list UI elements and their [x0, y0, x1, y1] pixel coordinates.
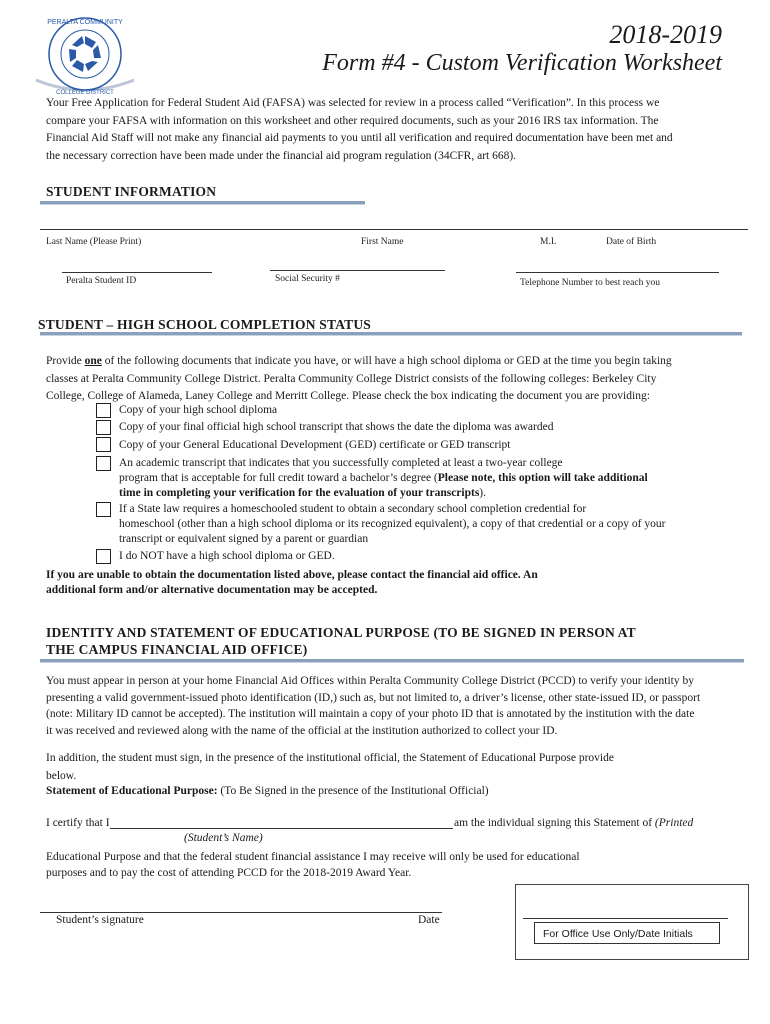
student-id-label: Peralta Student ID	[66, 276, 137, 286]
last-name-label: Last Name (Please Print)	[46, 237, 142, 247]
checkbox-no-diploma[interactable]	[96, 549, 111, 564]
certify-label: I certify that I	[46, 817, 110, 829]
intro-line: Financial Aid Staff will not make any financial aid payments to you until all verification and required documentation have been met and	[46, 132, 673, 145]
hs-status-heading: STUDENT – HIGH SCHOOL COMPLETION STATUS	[38, 317, 371, 332]
intro-line: Your Free Application for Federal Student Aid (FAFSA) was selected for review in a process called “Verification”. In this process we	[46, 97, 660, 109]
logo-text-bottom: COLLEGE DISTRICT	[56, 90, 114, 96]
statement-heading: Statement of Educational Purpose: (To Be Signed in the presence of the Institutional Official)	[46, 785, 489, 797]
option-homeschool: If a State law requires a homeschooled student to obtain a secondary school completion credential for homeschool (other than a high school diploma or its recognized equivalent), a copy of that credential or a copy of your transcript or equivalent signed by a parent or guardian	[119, 503, 666, 545]
hs-intro: Provide one of the following documents that indicate you have, or will have a high school diploma or GED at the time you begin taking classes at Peralta Community College District. Peralta Community College District consists of the following colleges: Berkeley City College, College of Alameda, Laney College and Merritt College. Please check the box indicating the document you are providing:	[46, 355, 672, 403]
checkbox-academic-transcript[interactable]	[96, 456, 111, 471]
option-hs-diploma: Copy of your high school diploma	[119, 404, 278, 416]
section-bar	[40, 659, 744, 662]
ssn-line[interactable]	[270, 270, 445, 271]
identity-paragraph: You must appear in person at your home Financial Aid Offices within Peralta Community College District (PCCD) to verify your identity by presenting a valid government-issued photo identification (ID,) such as, but not limited to, a driver’s license, other state-issued ID, or passport (note: Military ID cannot be accepted). The institution will maintain a copy of your photo ID that is annotated by the institution with the date it was received and reviewed along with the name of the official at the institution authorized to collect your ID.	[46, 675, 701, 737]
date-label: Date	[418, 914, 440, 926]
checkbox-ged[interactable]	[96, 437, 111, 452]
intro-paragraph	[46, 95, 736, 165]
student-info-heading: STUDENT INFORMATION	[46, 184, 217, 199]
certify-text: am the individual signing this Statement of (Printed	[454, 817, 694, 829]
purpose-paragraph: Educational Purpose and that the federal student financial assistance I may receive will only be used for educational purposes and to pay the cost of attending PCCD for the 2018-2019 Award Year.	[46, 851, 580, 879]
option-hs-transcript: Copy of your final official high school transcript that shows the date the diploma was awarded	[119, 421, 554, 433]
checkbox-hs-transcript[interactable]	[96, 420, 111, 435]
identity-heading: IDENTITY AND STATEMENT OF EDUCATIONAL PURPOSE (TO BE SIGNED IN PERSON AT THE CAMPUS FINANCIAL AID OFFICE)	[46, 625, 636, 657]
logo-text-top: PERALTA COMMUNITY	[47, 19, 123, 26]
option-academic-transcript: An academic transcript that indicates that you successfully completed at least a two-year college program that is acceptable for full credit toward a bachelor’s degree (Please note, this option will take additional time in completing your verification for the evaluation of your transcripts).	[119, 457, 648, 499]
emphasis-one: one	[84, 355, 102, 367]
first-name-label: First Name	[361, 237, 404, 247]
intro-line: compare your FAFSA with information on this worksheet and other required documents, such as your 2016 IRS tax information. The	[46, 114, 659, 127]
dob-label: Date of Birth	[606, 237, 657, 247]
student-id-line[interactable]	[62, 272, 212, 273]
phone-line[interactable]	[516, 272, 719, 273]
section-bar	[40, 332, 742, 335]
option-ged: Copy of your General Educational Development (GED) certificate or GED transcript	[119, 439, 511, 451]
signing-instructions: In addition, the student must sign, in the presence of the institutional official, the Statement of Educational Purpose provide below.	[46, 752, 614, 782]
ssn-label: Social Security #	[275, 274, 340, 284]
option-no-diploma: I do NOT have a high school diploma or GED.	[119, 550, 335, 562]
intro-line: the necessary correction have been made under the financial aid program regulation (34CFR, art 668).	[46, 149, 517, 162]
checkbox-hs-diploma[interactable]	[96, 403, 111, 418]
name-line[interactable]	[40, 229, 748, 230]
form-title: Form #4 - Custom Verification Worksheet	[322, 50, 722, 76]
peralta-logo	[30, 14, 140, 98]
printed-name-line[interactable]	[110, 828, 453, 829]
student-name-caption: (Student’s Name)	[184, 832, 263, 844]
phone-label: Telephone Number to best reach you	[520, 278, 660, 288]
documentation-note: If you are unable to obtain the documentation listed above, please contact the financial aid office. An additional form and/or alternative documentation may be accepted.	[46, 569, 538, 596]
office-initials-line[interactable]	[523, 918, 728, 919]
form-year: 2018-2019	[609, 20, 722, 49]
signature-label: Student’s signature	[56, 914, 144, 926]
section-bar	[40, 201, 365, 204]
mi-label: M.I.	[540, 237, 557, 247]
office-use-label: For Office Use Only/Date Initials	[534, 922, 720, 944]
checkbox-homeschool[interactable]	[96, 502, 111, 517]
